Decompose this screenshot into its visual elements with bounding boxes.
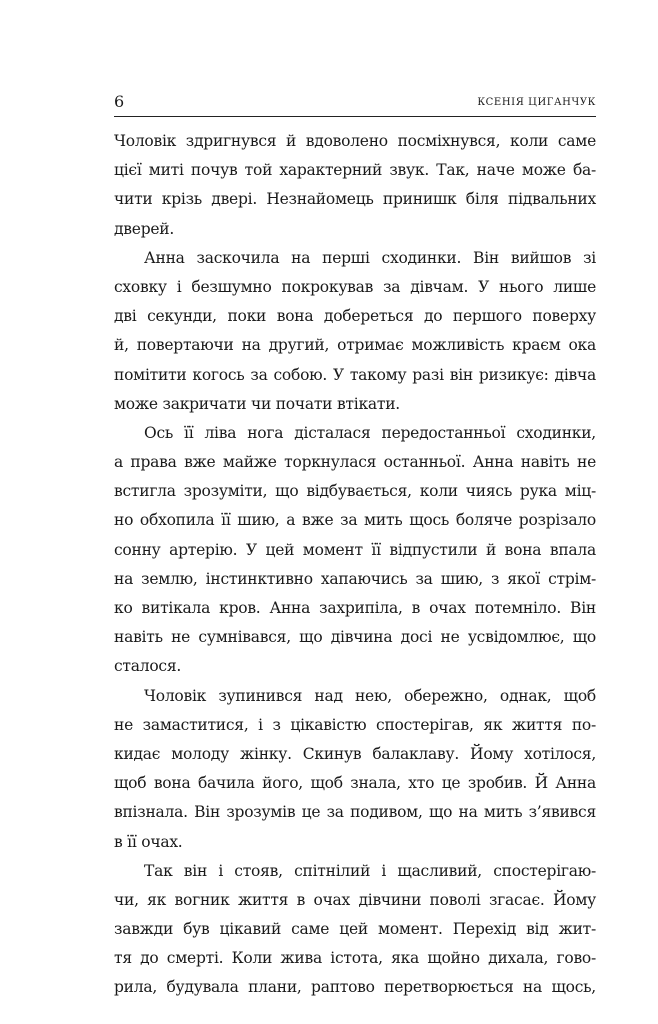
text-line: цієї миті почув той характерний звук. Так, наче може ба- — [114, 161, 596, 180]
text-line: Чоловік здригнувся й вдоволено посміхнувся, коли саме — [114, 132, 596, 150]
text-line: впізнала. Він зрозумів це за подивом, що на мить з’явився — [114, 803, 596, 822]
text-line: й, повертаючи на другий, отримає можливість краєм ока — [114, 336, 596, 355]
text-line: кидає молоду жінку. Скинув балаклаву. Йому хотілося, — [114, 744, 596, 763]
text-line: не замаститися, і з цікавістю спостерігав, як життя по- — [114, 715, 596, 734]
text-line: встигла зрозуміти, що відбувається, коли чиясь рука міц- — [114, 482, 596, 501]
text-line: рила, будувала плани, раптово перетворюється на щось, — [114, 978, 596, 997]
text-line: в її очах. — [114, 832, 183, 851]
body-text — [114, 127, 596, 1003]
text-line: помітити когось за собою. У такому разі він ризикує: дівча — [114, 365, 596, 384]
text-line: тя до смерті. Коли жива істота, яка щойно дихала, гово- — [114, 949, 596, 968]
text-line: може закричати чи почати втікати. — [114, 394, 400, 413]
text-line: ко витікала кров. Анна захрипіла, в очах потемніло. Він — [114, 599, 596, 617]
text-line: Так він і стояв, спітнілий і щасливий, спостерігаю- — [144, 861, 596, 880]
text-line: сонну артерію. У цей момент її відпустили й вона впала — [114, 540, 596, 559]
author-name: КСЕНІЯ ЦИГАНЧУК — [477, 97, 596, 108]
text-line: Ось її ліва нога дісталася передостанньої сходинки, — [144, 423, 596, 442]
book-page — [114, 92, 596, 1003]
text-line: завжди був цікавий саме цей момент. Перехід від жит- — [114, 920, 596, 939]
text-line: но обхопила її шию, а вже за мить щось боляче розрізало — [114, 511, 596, 530]
text-line: чи, як вогник життя в очах дівчини поволі згасає. Йому — [114, 890, 596, 909]
text-line: Анна заскочила на перші сходинки. Він вийшов зі — [144, 248, 596, 267]
text-line: на землю, інстинктивно хапаючись за шию, з якої стрім- — [114, 569, 596, 588]
running-header — [114, 92, 596, 117]
text-line: а права вже майже торкнулася останньої. Анна навіть не — [114, 453, 596, 472]
text-line: чити крізь двері. Незнайомець принишк біля підвальних — [114, 190, 596, 209]
text-line: сховку і безшумно покрокував за дівчам. У нього лише — [114, 277, 596, 296]
page-number: 6 — [114, 92, 125, 111]
text-line: сталося. — [114, 657, 182, 676]
text-line: Чоловік зупинився над нею, обережно, однак, щоб — [144, 686, 596, 705]
text-line: дві секунди, поки вона добереться до першого поверху — [114, 307, 596, 326]
text-line: дверей. — [114, 219, 175, 238]
text-line: навіть не сумнівався, що дівчина досі не усвідомлює, що — [114, 628, 596, 647]
text-line: щоб вона бачила його, щоб знала, хто це зробив. Й Анна — [114, 774, 596, 793]
